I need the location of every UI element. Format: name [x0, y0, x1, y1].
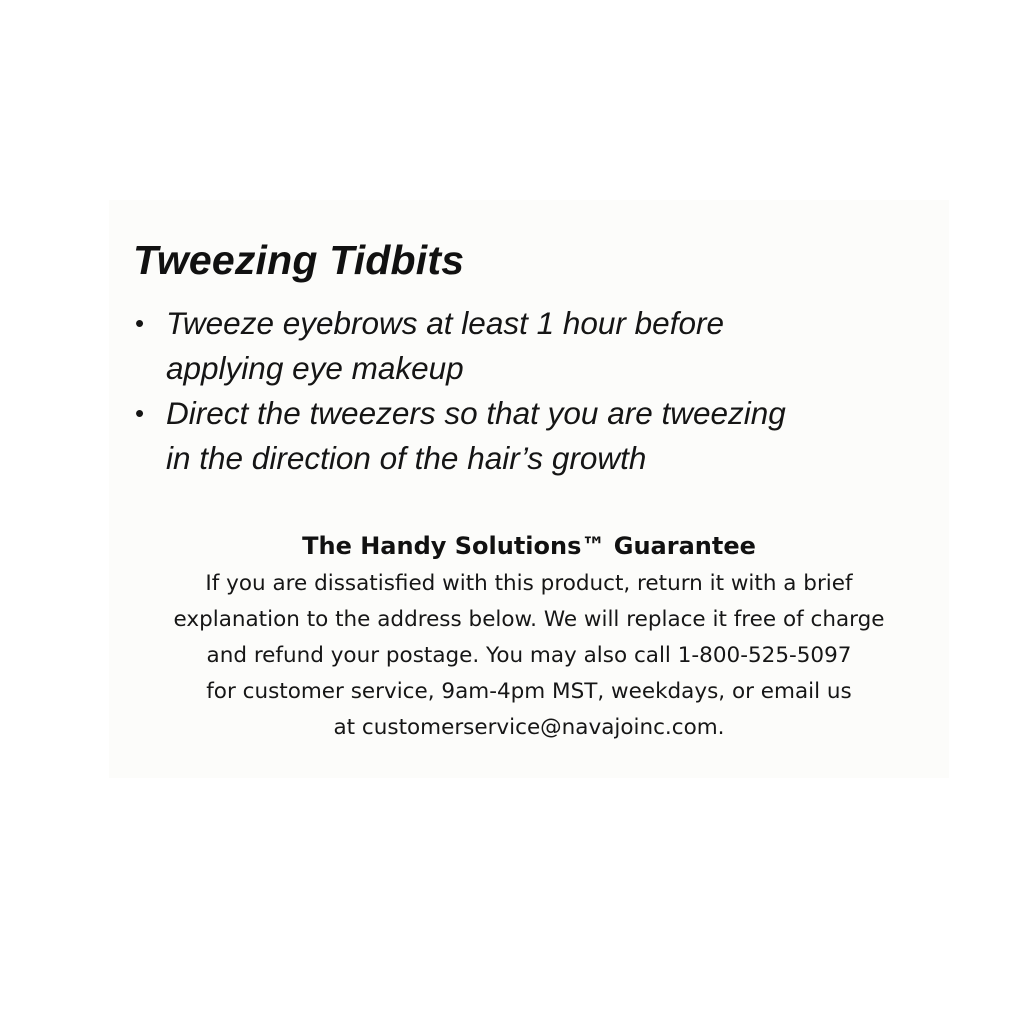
tip-line: Tweeze eyebrows at least 1 hour before: [166, 305, 724, 341]
guarantee-text: [109, 566, 949, 746]
bullet-icon: •: [135, 398, 145, 428]
tip-line: in the direction of the hair’s growth: [166, 440, 647, 476]
bullet-icon: •: [135, 308, 145, 338]
guarantee-line: at customerservice@navajoinc.com.: [333, 715, 725, 740]
tidbits-title: Tweezing Tidbits: [133, 237, 465, 283]
guarantee-title: The Handy Solutions™ Guarantee: [302, 532, 756, 560]
instruction-card: [109, 200, 949, 778]
list-item: [133, 301, 943, 391]
list-item: [133, 391, 943, 481]
tip-line: applying eye makeup: [166, 350, 464, 386]
tip-line: Direct the tweezers so that you are tweezing: [166, 395, 786, 431]
guarantee-line: and refund your postage. You may also call 1-800-525-5097: [206, 643, 852, 668]
guarantee-line: explanation to the address below. We will replace it free of charge: [173, 607, 885, 632]
guarantee-line: for customer service, 9am-4pm MST, weekdays, or email us: [206, 679, 852, 704]
guarantee-line: If you are dissatisfied with this product, return it with a brief: [205, 571, 853, 596]
tips-list: [133, 301, 943, 481]
